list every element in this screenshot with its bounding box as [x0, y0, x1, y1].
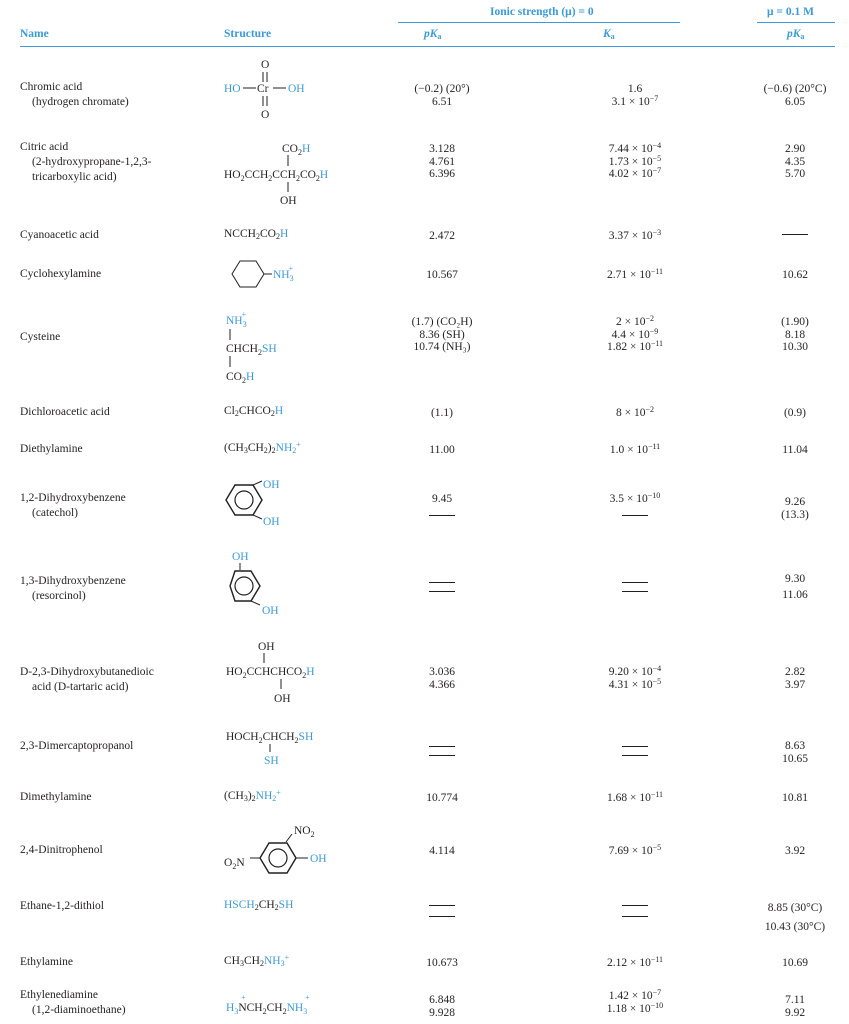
resorcinol-pka2: 9.30 11.06 — [782, 573, 808, 601]
row-ethylamine: Ethylamine — [20, 956, 74, 968]
citric-pka: 3.128 4.761 6.396 — [429, 143, 455, 180]
resorcinol-pka-dash — [398, 582, 486, 600]
dinitro-pka: 4.114 — [429, 845, 455, 857]
tartaric-pka2: 2.82 3.97 — [784, 666, 806, 691]
catechol-ka: $3.5 \times 10^{-10}$ — [590, 493, 680, 516]
catechol-structure — [224, 476, 324, 532]
cyano-pka: 2.472 — [429, 230, 455, 242]
catechol-pka: 9.45 — [398, 493, 486, 516]
cyano-ka: $3.37 \times 10^{-3}$ — [608, 228, 662, 242]
svg-text:OH: OH — [232, 551, 249, 563]
svg-text:H3NCH2CH2NH3: $H_3NCH_2CH_2NH_3$ — [226, 1002, 308, 1016]
svg-text:SH: SH — [264, 755, 279, 767]
svg-text:OH: OH — [263, 479, 280, 491]
citric-acid-structure — [224, 140, 364, 208]
dimercapto-pka2: 8.63 10.65 — [782, 740, 808, 765]
row-diethylamine: Diethylamine — [20, 443, 83, 455]
ethanedithiol-ka-dash — [590, 905, 680, 925]
tartaric-ka: $9.20 \times 10^{-4}$ $4.31 \times 10^{-5}$ — [608, 664, 662, 691]
mu-header: μ = 0.1 M — [767, 6, 814, 18]
svg-text:+: + — [305, 993, 310, 1002]
cysteine-pka2: (1.90) 8.18 10.30 — [781, 316, 809, 353]
col-structure-header: Structure — [224, 28, 272, 40]
dimercapto-ka-dash — [590, 746, 680, 764]
svg-text:NH3+: $NH_3+$ — [273, 264, 294, 283]
svg-text:OH: OH — [310, 853, 327, 865]
ethylenediamine-pka: 6.848 9.928 — [429, 994, 455, 1019]
dimercaptopropanol-structure — [224, 728, 344, 770]
svg-text:NH3+: $NH_3+$ — [226, 310, 247, 329]
dichloro-ka: $8 \times 10^{-2}$ — [615, 405, 654, 419]
svg-text:+: + — [241, 993, 246, 1002]
dinitro-pka2: 3.92 — [784, 845, 806, 857]
chromic-pka: (−0.2) (20°) 6.51 — [414, 83, 470, 108]
row-dimethylamine: Dimethylamine — [20, 791, 92, 803]
dinitro-ka: $7.69 \times 10^{-5}$ — [608, 843, 662, 857]
cyclohexyl-pka2: 10.62 — [782, 269, 808, 281]
row-catechol: 1,2-Dihydroxybenzene (catechol) — [20, 492, 126, 519]
cyano-pka2-dash — [755, 232, 835, 235]
header-bottom-rule — [20, 46, 835, 47]
row-dinitrophenol: 2,4-Dinitrophenol — [20, 844, 103, 856]
diethylamine-structure: $(CH_3CH_2)_2NH_2^+$ — [224, 440, 301, 455]
citric-pka2: 2.90 4.35 5.70 — [784, 143, 806, 180]
chromic-acid-structure — [224, 58, 334, 120]
svg-text:OH: OH — [262, 605, 279, 617]
mu-rule — [757, 22, 835, 23]
svg-text:NO2: $NO_2$ — [294, 825, 315, 839]
svg-text:Cr: Cr — [257, 83, 269, 95]
col-name-header: Name — [20, 28, 49, 40]
cyanoacetic-structure: $NCCH_2CO_2H$ — [224, 228, 289, 241]
dimethylamine-structure: $(CH_3)_2NH_2^+$ — [224, 788, 281, 803]
chromic-ka: 1.6 $3.1 \times 10^{-7}$ — [611, 83, 659, 108]
svg-text:O: O — [261, 109, 270, 121]
svg-text:OH: OH — [258, 641, 275, 653]
ethanedithiol-structure: $HSCH_2CH_2SH$ — [224, 899, 294, 912]
col-pka-header: $pK_a$ — [424, 28, 442, 41]
ionic-strength-rule — [398, 22, 680, 23]
cysteine-pka: (1.7) (CO₂H) 8.36 (SH) 10.74 (NH₃) — [411, 316, 473, 353]
ethylenediamine-structure — [224, 992, 354, 1018]
svg-text:O: O — [261, 59, 270, 71]
catechol-pka2: 9.26 (13.3) — [781, 496, 809, 521]
row-resorcinol: 1,3-Dihydroxybenzene (resorcinol) — [20, 575, 126, 602]
svg-text:CO2H: $CO_2H$ — [226, 371, 255, 385]
row-tartaric-acid: D-2,3-Dihydroxybutanedioic acid (D-tartaric acid) — [20, 666, 154, 693]
chromic-pka2: (−0.6) (20°C) 6.05 — [763, 83, 827, 108]
row-citric-acid: Citric acid (2-hydroxypropane-1,2,3- tricarboxylic acid) — [20, 141, 152, 183]
svg-text:HO: HO — [224, 83, 241, 95]
diethyl-pka2: 11.04 — [782, 444, 808, 456]
ethylenediamine-pka2: 7.11 9.92 — [784, 994, 806, 1019]
cysteine-ka: $2 \times 10^{-2}$ $4.4 \times 10^{-9}$ $1.82 \times 10^{-11}$ — [606, 314, 664, 353]
resorcinol-ka-dash — [590, 582, 680, 600]
resorcinol-structure — [224, 548, 324, 620]
svg-text:OH: OH — [288, 83, 305, 95]
diethyl-pka: 11.00 — [429, 444, 455, 456]
dichloro-pka2: (0.9) — [783, 407, 807, 419]
ethylamine-ka: $2.12 \times 10^{-11}$ — [606, 955, 664, 969]
cyclohexyl-pka: 10.567 — [426, 269, 458, 281]
cyclohexyl-ka: $2.71 \times 10^{-11}$ — [606, 267, 664, 281]
cysteine-structure — [224, 312, 324, 384]
svg-text:HOCH2CHCH2SH: $HOCH_2CHCH_2SH$ — [226, 731, 314, 745]
svg-text:CHCH2SH: $CHCH_2SH$ — [226, 343, 277, 357]
svg-text:OH: OH — [274, 693, 291, 705]
ionic-strength-header: Ionic strength (μ) = 0 — [490, 6, 594, 18]
row-ethylenediamine: Ethylenediamine (1,2-diaminoethane) — [20, 989, 126, 1016]
row-dimercaptopropanol: 2,3-Dimercaptopropanol — [20, 740, 134, 752]
dichloroacetic-structure: $Cl_2CHCO_2H$ — [224, 405, 284, 418]
ethylamine-pka: 10.673 — [426, 957, 458, 969]
dimethyl-ka: $1.68 \times 10^{-11}$ — [606, 790, 664, 804]
ethanedithiol-pka2: 8.85 (30°C) 10.43 (30°C) — [764, 902, 826, 933]
dimethyl-pka: 10.774 — [426, 792, 458, 804]
tartaric-acid-structure — [224, 638, 344, 708]
dichloro-pka: (1.1) — [430, 407, 454, 419]
dimethyl-pka2: 10.81 — [782, 792, 808, 804]
ethylenediamine-ka: $1.42 \times 10^{-7}$ $1.18 \times 10^{-10}$ — [606, 988, 664, 1015]
svg-text:HO2CCHCHCO2H: $HO_2CCHCHCO_2H$ — [226, 666, 315, 680]
tartaric-pka: 3.036 4.366 — [429, 666, 455, 691]
svg-text:HO2CCH2CCH2CO2H: $HO_2CCH_2CCH_2CO_2H$ — [224, 169, 329, 183]
dimercapto-pka-dash — [398, 746, 486, 764]
ethylamine-structure: $CH_3CH_2NH_3^+$ — [224, 953, 290, 968]
svg-text:OH: OH — [263, 516, 280, 528]
diethyl-ka: $1.0 \times 10^{-11}$ — [609, 442, 661, 456]
svg-text:O2N: $O_2N$ — [224, 857, 245, 871]
row-cyanoacetic-acid: Cyanoacetic acid — [20, 229, 99, 241]
row-dichloroacetic-acid: Dichloroacetic acid — [20, 406, 110, 418]
row-ethanedithiol: Ethane-1,2-dithiol — [20, 900, 104, 912]
col-ka-header: $K_a$ — [603, 28, 615, 41]
ethanedithiol-pka-dash — [398, 905, 486, 925]
row-cysteine: Cysteine — [20, 331, 61, 343]
cyclohexylamine-structure — [224, 258, 324, 294]
row-cyclohexylamine: Cyclohexylamine — [20, 268, 102, 280]
citric-ka: $7.44 \times 10^{-4}$ $1.73 \times 10^{-5}$ $4.02 \times 10^{-7}$ — [608, 141, 662, 180]
svg-text:OH: OH — [280, 195, 297, 207]
row-chromic-acid: Chromic acid (hydrogen chromate) — [20, 81, 129, 108]
col-pka2-header: $pK_a$ — [787, 28, 805, 41]
svg-text:CO2H: $CO_2H$ — [282, 143, 311, 157]
dinitrophenol-structure — [224, 820, 344, 882]
ethylamine-pka2: 10.69 — [782, 957, 808, 969]
